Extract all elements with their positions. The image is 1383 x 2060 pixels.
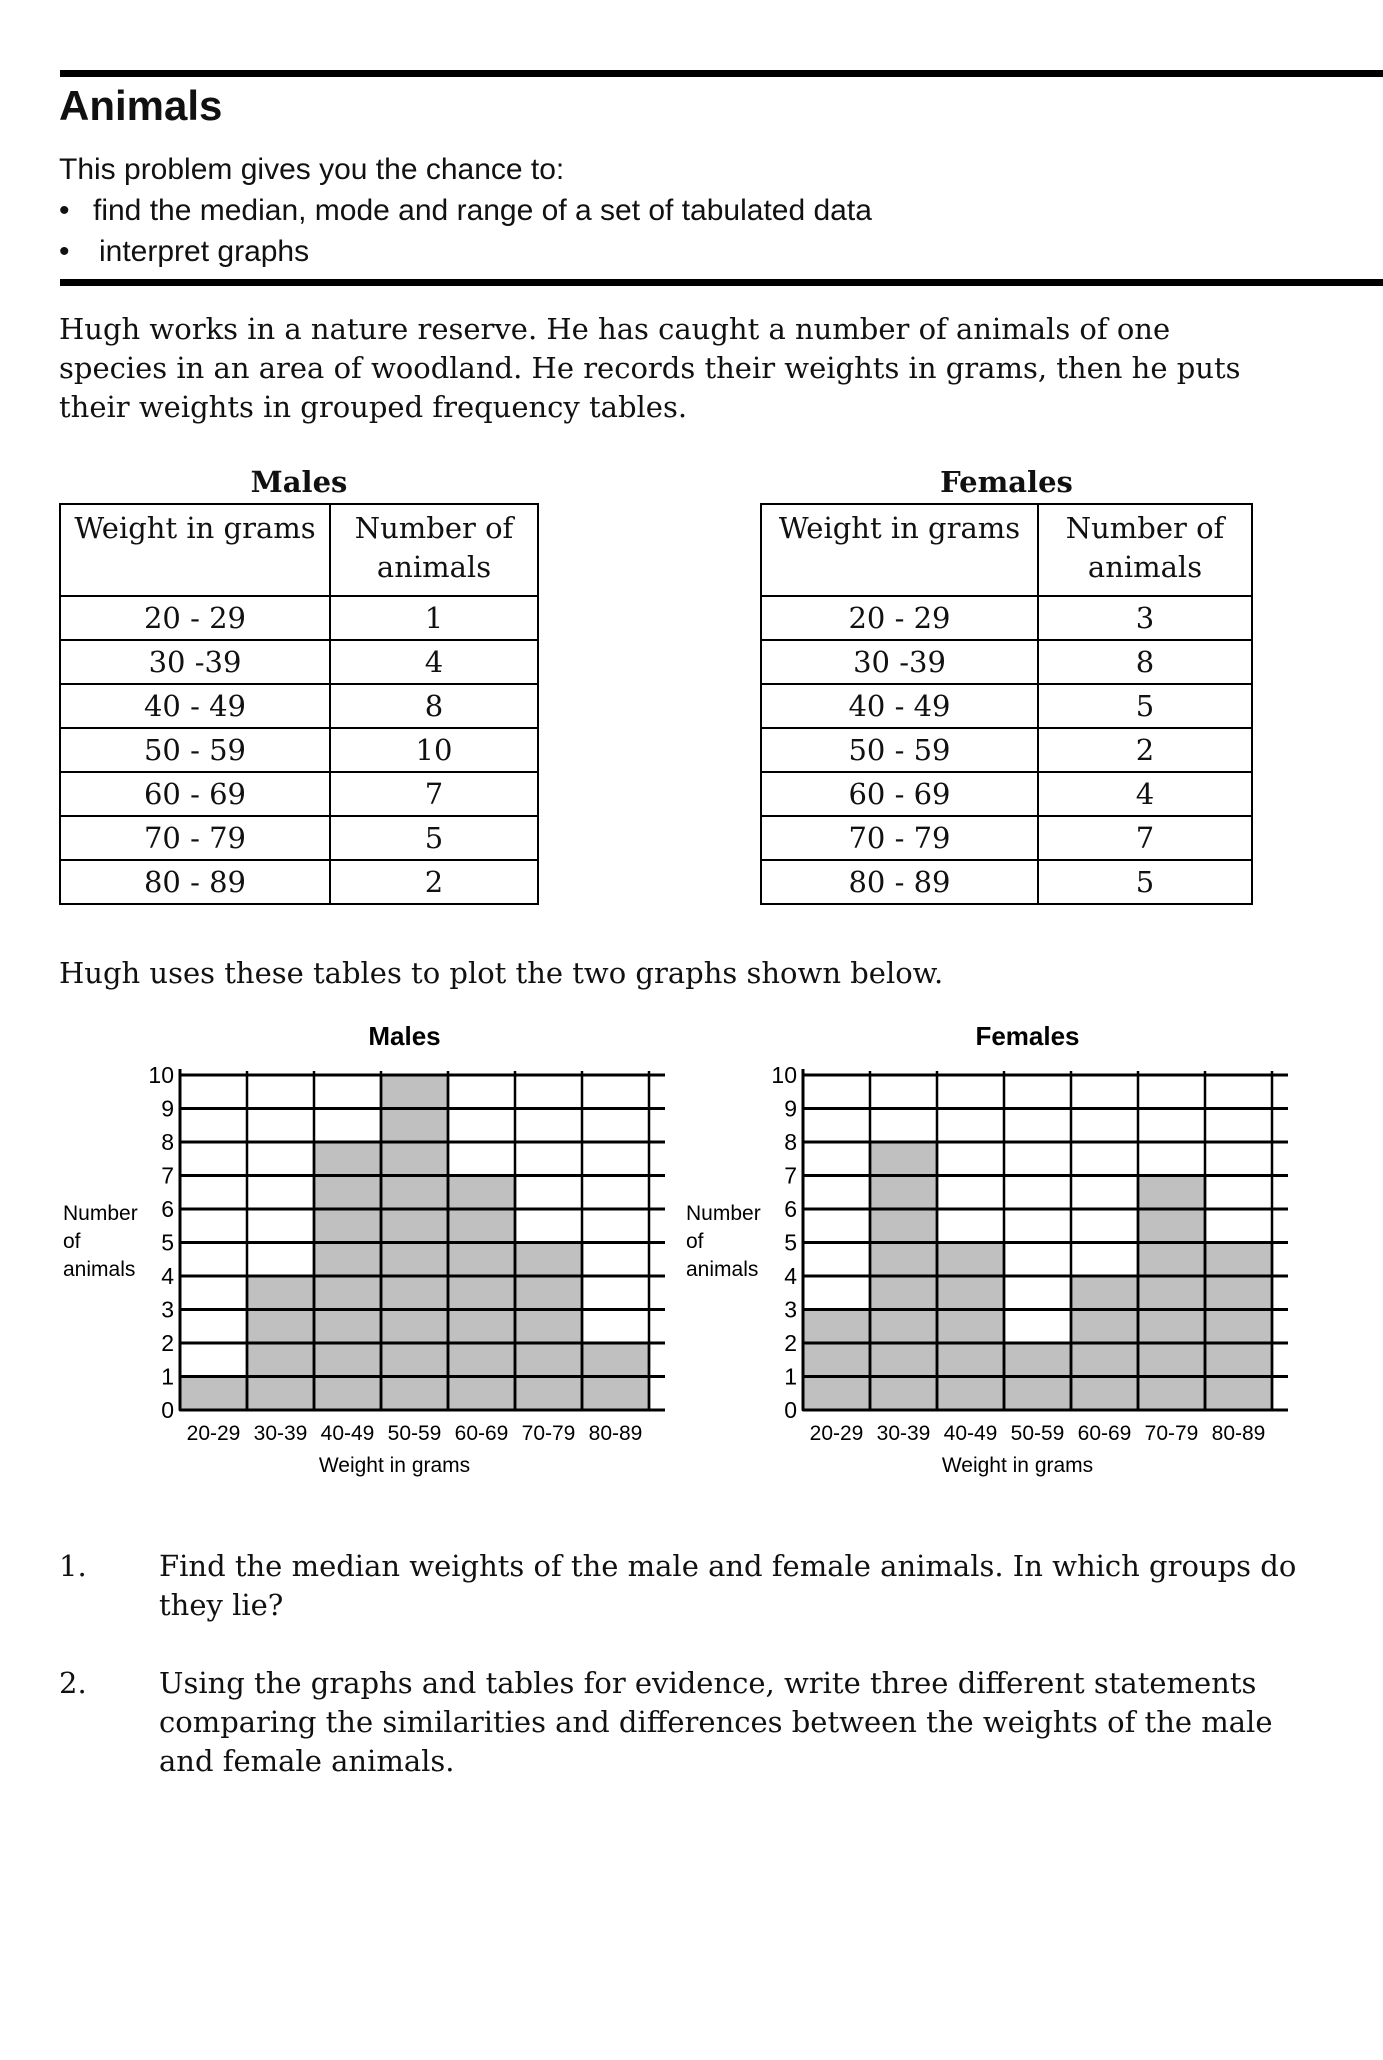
question-text: Using the graphs and tables for evidence, write three different statements comparing the similarities and differences between the weights of the male and female animals. <box>159 1666 1273 1778</box>
males-table-caption: Males <box>250 465 348 499</box>
y-tick-label: 3 <box>161 1296 174 1323</box>
table-row <box>761 772 1252 816</box>
males-histogram <box>55 1020 675 1510</box>
question-number: 1. <box>59 1549 87 1583</box>
y-axis-label: Number <box>686 1202 761 1225</box>
x-tick-label: 20-29 <box>186 1422 241 1445</box>
x-tick-label: 20-29 <box>809 1422 864 1445</box>
weight-range-cell: 20 - 29 <box>60 596 330 640</box>
count-cell: 4 <box>1038 772 1252 816</box>
x-tick-label: 40-49 <box>943 1422 998 1445</box>
count-cell: 2 <box>330 860 538 904</box>
females-table-caption: Females <box>940 465 1073 499</box>
y-tick-label: 5 <box>161 1229 174 1256</box>
x-tick-label: 30-39 <box>876 1422 931 1445</box>
count-cell: 5 <box>1038 684 1252 728</box>
objective-item: • interpret graphs <box>59 235 310 268</box>
col-header-count: Number of animals <box>1038 504 1252 596</box>
weight-range-cell: 50 - 59 <box>761 728 1038 772</box>
col-header-count: Number of animals <box>330 504 538 596</box>
weight-range-cell: 70 - 79 <box>60 816 330 860</box>
weight-range-cell: 20 - 29 <box>761 596 1038 640</box>
objectives-list <box>59 190 872 272</box>
y-tick-label: 8 <box>784 1129 797 1155</box>
graphs-intro: Hugh uses these tables to plot the two graphs shown below. <box>59 956 944 990</box>
x-tick-label: 70-79 <box>521 1422 576 1445</box>
y-axis-label: animals <box>686 1258 759 1281</box>
x-tick-label: 50-59 <box>387 1422 442 1445</box>
y-tick-label: 9 <box>784 1095 797 1122</box>
x-tick-label: 50-59 <box>1010 1422 1065 1445</box>
x-tick-label: 30-39 <box>253 1422 308 1445</box>
y-tick-label: 6 <box>161 1196 174 1222</box>
x-tick-label: 70-79 <box>1144 1422 1199 1445</box>
weight-range-cell: 40 - 49 <box>761 684 1038 728</box>
bar <box>803 1310 870 1411</box>
bar <box>515 1243 582 1411</box>
bar <box>1205 1243 1272 1411</box>
question-number: 2. <box>59 1666 87 1700</box>
bar <box>937 1243 1004 1411</box>
weight-range-cell: 30 -39 <box>60 640 330 684</box>
y-axis-label: animals <box>63 1258 136 1281</box>
table-row <box>761 816 1252 860</box>
table-row <box>60 684 538 728</box>
count-cell: 4 <box>330 640 538 684</box>
y-tick-label: 2 <box>161 1330 174 1356</box>
question-text: Find the median weights of the male and female animals. In which groups do they lie? <box>159 1549 1297 1622</box>
y-tick-label: 0 <box>784 1397 797 1423</box>
y-tick-label: 4 <box>784 1263 797 1289</box>
females-histogram <box>678 1020 1298 1510</box>
count-cell: 8 <box>330 684 538 728</box>
problem-paragraph: Hugh works in a nature reserve. He has caught a number of animals of one species in an area of woodland. He records their weights in grams, then he puts their weights in grouped frequency tables. <box>59 312 1241 424</box>
x-tick-label: 40-49 <box>320 1422 375 1445</box>
table-row <box>761 640 1252 684</box>
x-tick-label: 60-69 <box>454 1422 509 1445</box>
males-frequency-table <box>59 503 539 905</box>
count-cell: 10 <box>330 728 538 772</box>
y-tick-label: 4 <box>161 1263 174 1289</box>
count-cell: 5 <box>1038 860 1252 904</box>
table-row <box>60 728 538 772</box>
bar <box>180 1377 247 1411</box>
count-cell: 7 <box>330 772 538 816</box>
x-axis-label: Weight in grams <box>941 1454 1094 1477</box>
females-table-body <box>761 596 1252 904</box>
males-table-body <box>60 596 538 904</box>
table-row <box>60 860 538 904</box>
section-rule <box>60 279 1383 286</box>
weight-range-cell: 60 - 69 <box>761 772 1038 816</box>
table-row <box>761 684 1252 728</box>
y-tick-label: 7 <box>784 1162 797 1189</box>
weight-range-cell: 70 - 79 <box>761 816 1038 860</box>
y-tick-label: 8 <box>161 1129 174 1155</box>
count-cell: 8 <box>1038 640 1252 684</box>
y-tick-label: 0 <box>161 1397 174 1423</box>
count-cell: 5 <box>330 816 538 860</box>
weight-range-cell: 50 - 59 <box>60 728 330 772</box>
y-tick-label: 9 <box>161 1095 174 1122</box>
y-axis-label: of <box>63 1230 81 1253</box>
col-header-weight: Weight in grams <box>761 504 1038 596</box>
weight-range-cell: 80 - 89 <box>60 860 330 904</box>
x-axis-label: Weight in grams <box>318 1454 471 1477</box>
table-row <box>60 816 538 860</box>
y-tick-label: 10 <box>148 1062 174 1088</box>
count-cell: 2 <box>1038 728 1252 772</box>
count-cell: 3 <box>1038 596 1252 640</box>
y-axis-label: of <box>686 1230 704 1253</box>
y-tick-label: 3 <box>784 1296 797 1323</box>
table-row <box>60 640 538 684</box>
weight-range-cell: 60 - 69 <box>60 772 330 816</box>
objective-item: • find the median, mode and range of a set of tabulated data <box>59 194 872 227</box>
table-row <box>761 596 1252 640</box>
weight-range-cell: 80 - 89 <box>761 860 1038 904</box>
y-tick-label: 7 <box>161 1162 174 1189</box>
table-row <box>761 860 1252 904</box>
weight-range-cell: 40 - 49 <box>60 684 330 728</box>
table-row <box>60 596 538 640</box>
chart-title: Males <box>368 1021 441 1051</box>
chart-title: Females <box>975 1021 1080 1051</box>
y-tick-label: 10 <box>771 1062 797 1088</box>
table-row <box>60 772 538 816</box>
x-tick-label: 60-69 <box>1077 1422 1132 1445</box>
y-tick-label: 2 <box>784 1330 797 1356</box>
bar <box>448 1176 515 1411</box>
intro-text: This problem gives you the chance to: <box>59 153 565 186</box>
x-tick-label: 80-89 <box>588 1422 643 1445</box>
x-tick-label: 80-89 <box>1211 1422 1266 1445</box>
y-tick-label: 5 <box>784 1229 797 1256</box>
females-frequency-table <box>760 503 1253 905</box>
count-cell: 1 <box>330 596 538 640</box>
top-rule <box>60 70 1383 77</box>
table-row <box>761 728 1252 772</box>
count-cell: 7 <box>1038 816 1252 860</box>
page-title: Animals <box>59 82 223 129</box>
y-axis-label: Number <box>63 1202 138 1225</box>
col-header-weight: Weight in grams <box>60 504 330 596</box>
y-tick-label: 1 <box>161 1363 174 1390</box>
y-tick-label: 6 <box>784 1196 797 1222</box>
y-tick-label: 1 <box>784 1363 797 1390</box>
bar <box>1138 1176 1205 1411</box>
weight-range-cell: 30 -39 <box>761 640 1038 684</box>
